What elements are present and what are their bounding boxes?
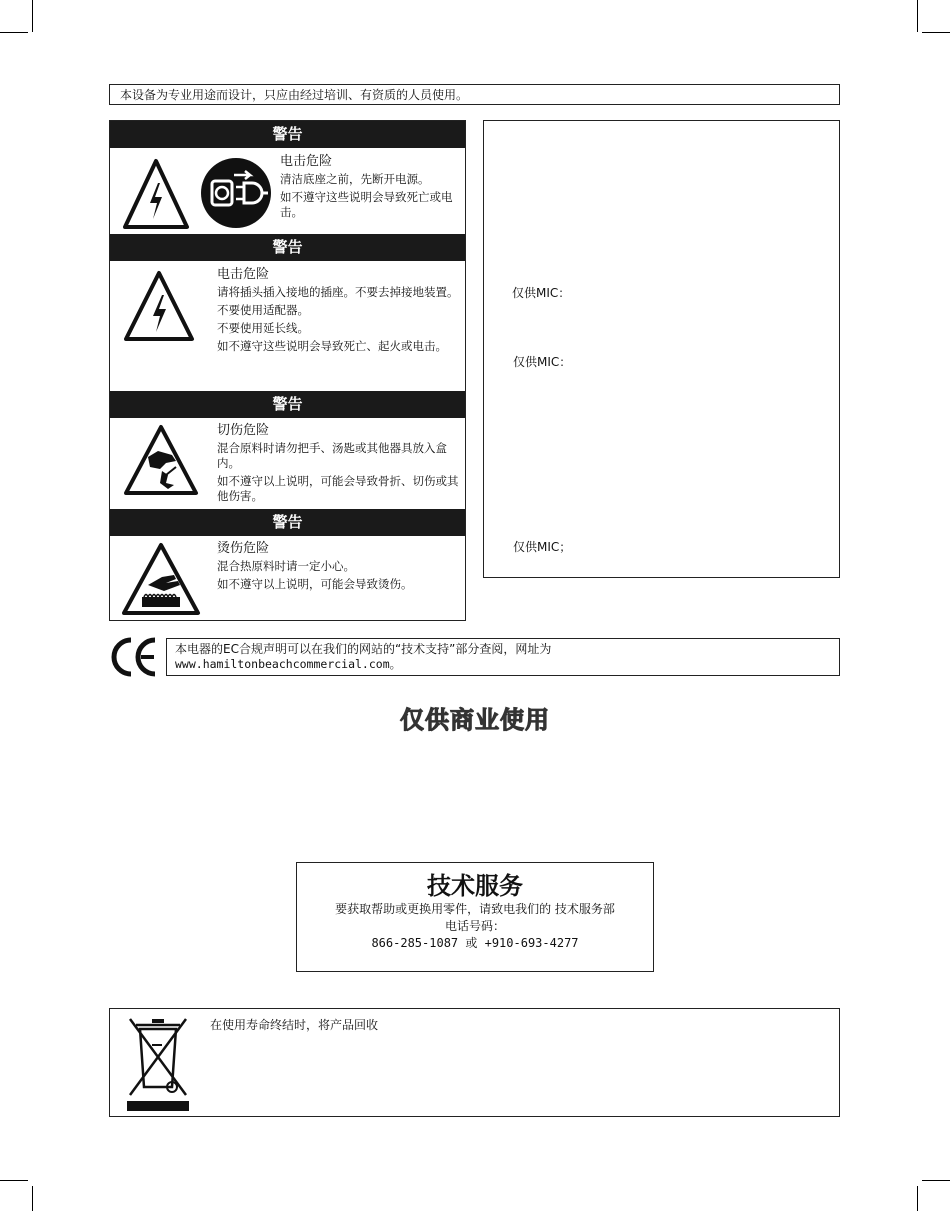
warning-header: 警告	[110, 121, 465, 148]
warning-line: 如不遵守这些说明会导致死亡、起火或电击。	[217, 339, 447, 353]
ec-compliance-notice	[166, 638, 840, 676]
tech-service-box	[296, 862, 654, 972]
weee-bin-icon	[126, 1015, 190, 1113]
warning-header: 警告	[110, 509, 465, 536]
tech-service-text: 要获取帮助或更换用零件，请致电我们的 技术服务部	[335, 902, 615, 916]
mic-panel	[483, 120, 840, 578]
warning-line: 混合热原料时请一定小心。	[217, 559, 355, 573]
tech-service-phones: 866-285-1087 或 +910-693-4277	[371, 936, 579, 950]
warning-line: 请将插头插入接地的插座。不要去掉接地装置。	[217, 285, 459, 299]
crop-mark	[922, 1180, 950, 1181]
website-url: www.hamiltonbeachcommercial.com。	[175, 657, 402, 671]
warning-line: 如不遵守以上说明，可能会导致骨折、切伤或其他伤害。	[217, 474, 459, 503]
unplug-icon	[200, 157, 272, 229]
crop-mark	[0, 1180, 28, 1181]
warning-text	[217, 267, 462, 357]
warning-header: 警告	[110, 234, 465, 261]
tech-service-title: 技术服务	[427, 872, 523, 900]
warning-line: 不要使用延长线。	[217, 321, 309, 335]
electric-shock-icon	[122, 269, 196, 343]
mic-label: 仅供MIC；	[513, 540, 572, 554]
crop-mark	[917, 0, 918, 32]
warning-header: 警告	[110, 391, 465, 418]
recycle-panel	[109, 1008, 840, 1117]
burn-hazard-icon	[120, 541, 202, 617]
crop-mark	[32, 0, 33, 32]
recycle-text: 在使用寿命终结时，将产品回收	[210, 1018, 379, 1032]
ec-compliance-text: 本电器的EC合规声明可以在我们的网站的“技术支持”部分查阅，网址为	[175, 642, 552, 656]
crop-mark	[917, 1186, 918, 1211]
warning-title: 切伤危险	[217, 423, 270, 438]
electric-shock-icon	[122, 157, 190, 231]
mic-label: 仅供MIC：	[513, 355, 572, 369]
crop-mark	[0, 32, 28, 33]
warning-text	[280, 154, 462, 223]
warning-line: 清洁底座之前，先断开电源。	[280, 172, 430, 186]
ce-mark-icon	[109, 636, 159, 678]
warnings-panel	[109, 120, 466, 621]
warning-line: 混合原料时请勿把手、汤匙或其他器具放入盒内。	[217, 441, 447, 470]
warning-line: 如不遵守这些说明会导致死亡或电击。	[280, 190, 453, 219]
mic-label: 仅供MIC：	[512, 286, 571, 300]
commercial-use-heading: 仅供商业使用	[400, 706, 550, 734]
warning-line: 不要使用适配器。	[217, 303, 309, 317]
hand-cut-icon	[122, 423, 200, 497]
warning-text	[217, 541, 462, 595]
warning-line: 如不遵守以上说明，可能会导致烫伤。	[217, 577, 413, 591]
crop-mark	[922, 32, 950, 33]
tech-service-phone-label: 电话号码：	[444, 919, 505, 933]
warning-title: 电击危险	[280, 154, 333, 169]
warning-text	[217, 423, 462, 507]
warning-title: 烫伤危险	[217, 541, 270, 556]
warning-title: 电击危险	[217, 267, 270, 282]
crop-mark	[32, 1186, 33, 1211]
professional-use-notice: 本设备为专业用途而设计，只应由经过培训、有资质的人员使用。	[109, 84, 840, 105]
